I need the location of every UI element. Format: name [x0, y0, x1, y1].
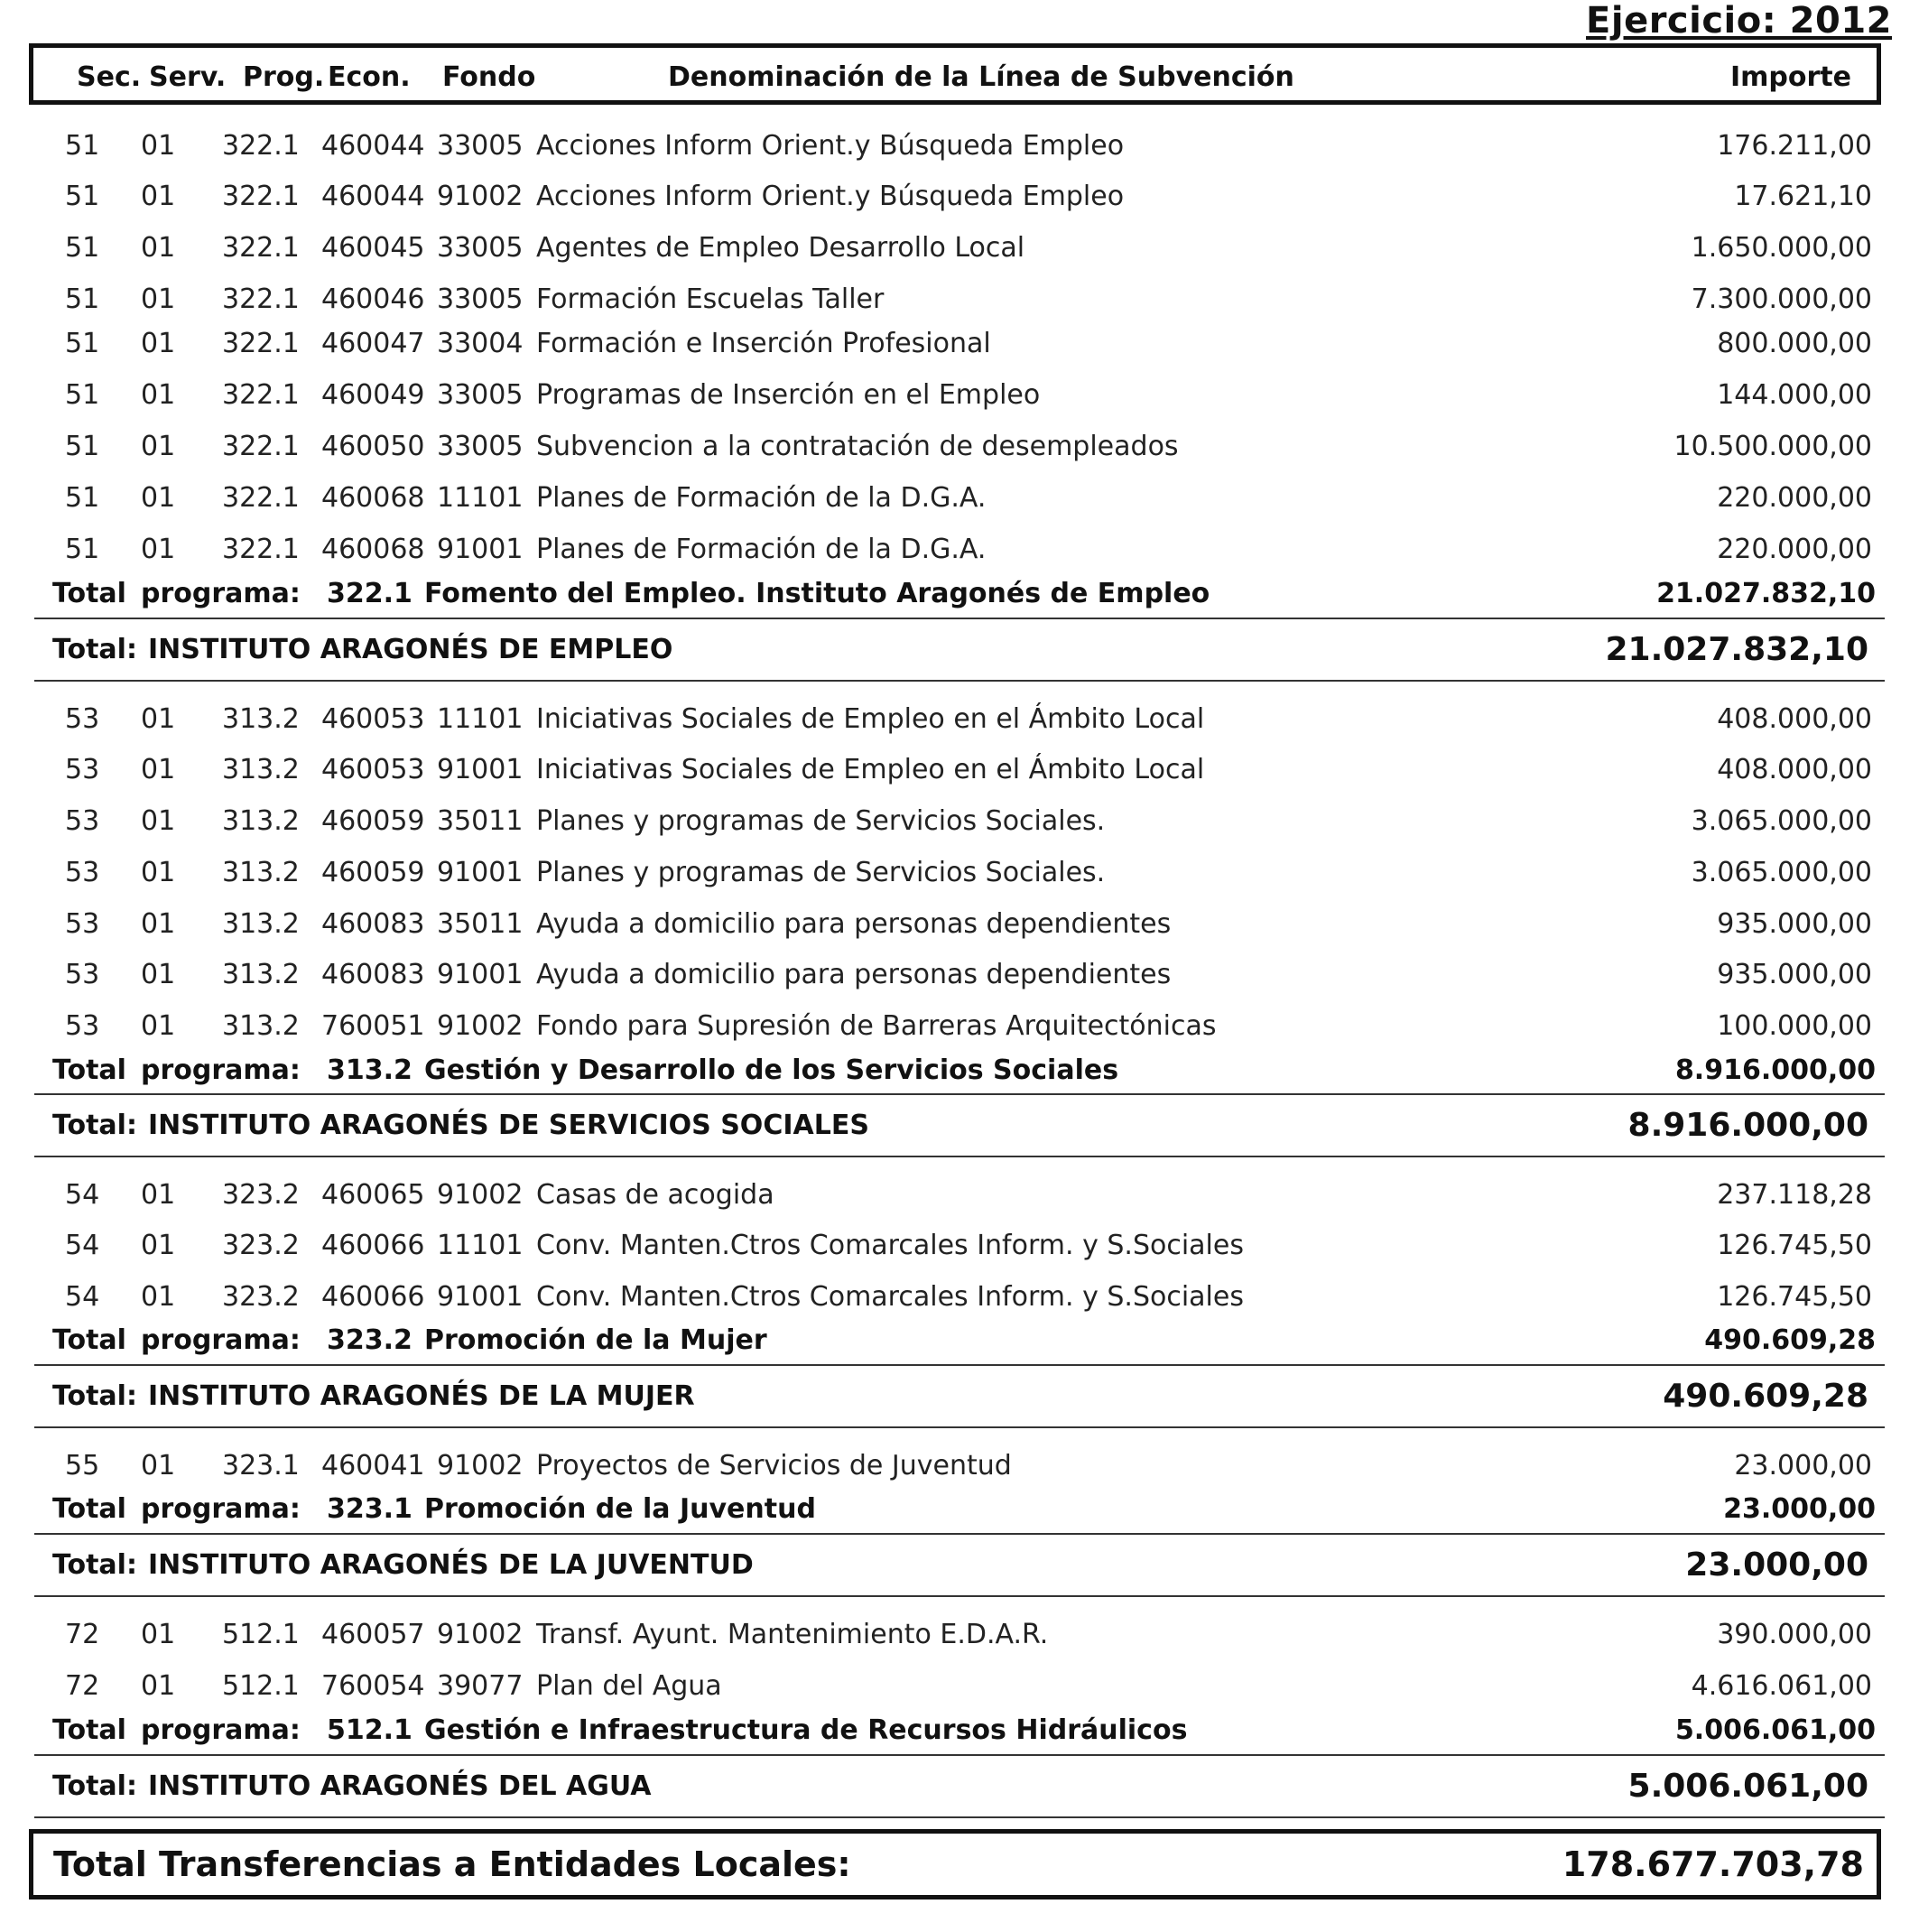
importe-cell: 408.000,00 [1717, 754, 1872, 785]
programa-amount: 21.027.832,10 [1656, 578, 1876, 609]
serv-cell: 01 [141, 431, 176, 462]
prog-cell: 313.2 [222, 703, 300, 735]
sec-cell: 51 [65, 130, 100, 162]
programa-total-label: Total [52, 1054, 126, 1086]
serv-cell: 01 [141, 482, 176, 514]
divider [34, 1533, 1885, 1535]
description-cell: Ayuda a domicilio para personas dependientes [536, 908, 1172, 940]
importe-cell: 800.000,00 [1717, 328, 1872, 359]
econ-cell: 460041 [321, 1450, 425, 1482]
table-row [0, 1443, 1919, 1490]
econ-cell: 460050 [321, 431, 425, 462]
fondo-cell: 91002 [437, 1010, 524, 1042]
sec-cell: 54 [65, 1230, 100, 1261]
importe-cell: 935.000,00 [1717, 959, 1872, 990]
description-cell: Agentes de Empleo Desarrollo Local [536, 232, 1025, 264]
table-row [0, 173, 1919, 220]
fondo-cell: 33005 [437, 283, 524, 315]
fondo-cell: 11101 [437, 703, 524, 735]
table-row [0, 747, 1919, 794]
serv-cell: 01 [141, 959, 176, 990]
serv-cell: 01 [141, 379, 176, 411]
organization-total-label: Total: [52, 1110, 137, 1141]
table-row [0, 1172, 1919, 1219]
header-sec: Sec. [77, 61, 142, 93]
serv-cell: 01 [141, 1450, 176, 1482]
programa-code: 313.2 [327, 1054, 413, 1086]
divider [34, 1816, 1885, 1818]
description-cell: Planes de Formación de la D.G.A. [536, 534, 987, 565]
serv-cell: 01 [141, 805, 176, 837]
fondo-cell: 91002 [437, 1619, 524, 1650]
grand-total-label: Total Transferencias a Entidades Locales: [53, 1844, 851, 1884]
organization-name: INSTITUTO ARAGONÉS DEL AGUA [148, 1770, 652, 1802]
fondo-cell: 33005 [437, 232, 524, 264]
organization-name: INSTITUTO ARAGONÉS DE SERVICIOS SOCIALES [148, 1110, 869, 1141]
serv-cell: 01 [141, 283, 176, 315]
econ-cell: 460047 [321, 328, 425, 359]
organization-total-label: Total: [52, 1549, 137, 1581]
fondo-cell: 39077 [437, 1670, 524, 1702]
sec-cell: 72 [65, 1619, 100, 1650]
programa-total-row [0, 1047, 1919, 1094]
fondo-cell: 33004 [437, 328, 524, 359]
organization-total-row [0, 1102, 1919, 1149]
fiscal-year-title: Ejercicio: 2012 [1586, 0, 1892, 42]
description-cell: Subvencion a la contratación de desempleados [536, 431, 1179, 462]
table-row [0, 1222, 1919, 1269]
table-header [29, 43, 1881, 105]
serv-cell: 01 [141, 130, 176, 162]
econ-cell: 460046 [321, 283, 425, 315]
importe-cell: 126.745,50 [1717, 1230, 1872, 1261]
serv-cell: 01 [141, 1010, 176, 1042]
importe-cell: 4.616.061,00 [1691, 1670, 1872, 1702]
organization-total-label: Total: [52, 1380, 137, 1412]
divider [34, 1595, 1885, 1597]
organization-total-label: Total: [52, 634, 137, 665]
prog-cell: 322.1 [222, 232, 300, 264]
programa-code: 512.1 [327, 1714, 413, 1746]
econ-cell: 760051 [321, 1010, 425, 1042]
programa-label: programa: [141, 1714, 301, 1746]
fondo-cell: 91002 [437, 1450, 524, 1482]
description-cell: Planes de Formación de la D.G.A. [536, 482, 987, 514]
prog-cell: 313.2 [222, 959, 300, 990]
fondo-cell: 35011 [437, 805, 524, 837]
programa-total-row [0, 1317, 1919, 1364]
serv-cell: 01 [141, 1281, 176, 1313]
programa-label: programa: [141, 1054, 301, 1086]
prog-cell: 322.1 [222, 534, 300, 565]
importe-cell: 7.300.000,00 [1691, 283, 1872, 315]
importe-cell: 23.000,00 [1734, 1450, 1872, 1482]
description-cell: Formación Escuelas Taller [536, 283, 885, 315]
table-row [0, 123, 1919, 170]
programa-total-row [0, 1486, 1919, 1533]
prog-cell: 322.1 [222, 283, 300, 315]
organization-amount: 5.006.061,00 [1627, 1768, 1868, 1805]
divider [34, 1754, 1885, 1756]
econ-cell: 460044 [321, 181, 425, 212]
programa-label: programa: [141, 578, 301, 609]
programa-total-label: Total [52, 1493, 126, 1525]
econ-cell: 460044 [321, 130, 425, 162]
importe-cell: 17.621,10 [1734, 181, 1872, 212]
table-row [0, 372, 1919, 419]
sec-cell: 53 [65, 908, 100, 940]
sec-cell: 53 [65, 754, 100, 785]
description-cell: Iniciativas Sociales de Empleo en el Ámbito Local [536, 703, 1205, 735]
prog-cell: 322.1 [222, 431, 300, 462]
importe-cell: 390.000,00 [1717, 1619, 1872, 1650]
prog-cell: 322.1 [222, 379, 300, 411]
sec-cell: 51 [65, 534, 100, 565]
sec-cell: 54 [65, 1179, 100, 1211]
table-row [0, 475, 1919, 522]
prog-cell: 323.2 [222, 1281, 300, 1313]
sec-cell: 51 [65, 482, 100, 514]
table-row [0, 276, 1919, 323]
econ-cell: 460059 [321, 805, 425, 837]
prog-cell: 313.2 [222, 1010, 300, 1042]
header-fondo: Fondo [442, 61, 536, 93]
programa-name: Gestión e Infraestructura de Recursos Hidráulicos [424, 1714, 1188, 1746]
programa-name: Promoción de la Juventud [424, 1493, 816, 1525]
organization-name: INSTITUTO ARAGONÉS DE LA JUVENTUD [148, 1549, 754, 1581]
programa-label: programa: [141, 1324, 301, 1356]
description-cell: Iniciativas Sociales de Empleo en el Ámbito Local [536, 754, 1205, 785]
econ-cell: 460068 [321, 482, 425, 514]
serv-cell: 01 [141, 328, 176, 359]
serv-cell: 01 [141, 703, 176, 735]
prog-cell: 512.1 [222, 1670, 300, 1702]
fondo-cell: 33005 [437, 130, 524, 162]
organization-name: INSTITUTO ARAGONÉS DE LA MUJER [148, 1380, 695, 1412]
prog-cell: 323.2 [222, 1230, 300, 1261]
prog-cell: 323.1 [222, 1450, 300, 1482]
fondo-cell: 91001 [437, 857, 524, 888]
programa-amount: 490.609,28 [1704, 1324, 1876, 1356]
fondo-cell: 91001 [437, 1281, 524, 1313]
table-row [0, 1003, 1919, 1050]
prog-cell: 322.1 [222, 130, 300, 162]
divider [34, 1364, 1885, 1366]
econ-cell: 460065 [321, 1179, 425, 1211]
importe-cell: 408.000,00 [1717, 703, 1872, 735]
econ-cell: 760054 [321, 1670, 425, 1702]
divider [34, 1426, 1885, 1428]
importe-cell: 220.000,00 [1717, 482, 1872, 514]
prog-cell: 313.2 [222, 805, 300, 837]
programa-total-label: Total [52, 578, 126, 609]
organization-name: INSTITUTO ARAGONÉS DE EMPLEO [148, 634, 673, 665]
organization-amount: 23.000,00 [1685, 1547, 1868, 1584]
sec-cell: 72 [65, 1670, 100, 1702]
importe-cell: 10.500.000,00 [1673, 431, 1872, 462]
programa-name: Gestión y Desarrollo de los Servicios Sociales [424, 1054, 1119, 1086]
econ-cell: 460083 [321, 908, 425, 940]
description-cell: Planes y programas de Servicios Sociales. [536, 805, 1106, 837]
programa-amount: 5.006.061,00 [1674, 1714, 1876, 1746]
programa-total-label: Total [52, 1714, 126, 1746]
header-econ: Econ. [328, 61, 411, 93]
fondo-cell: 91001 [437, 959, 524, 990]
econ-cell: 460049 [321, 379, 425, 411]
programa-code: 323.1 [327, 1493, 413, 1525]
prog-cell: 322.1 [222, 181, 300, 212]
serv-cell: 01 [141, 1619, 176, 1650]
econ-cell: 460059 [321, 857, 425, 888]
sec-cell: 53 [65, 805, 100, 837]
fondo-cell: 91001 [437, 534, 524, 565]
fondo-cell: 35011 [437, 908, 524, 940]
description-cell: Ayuda a domicilio para personas dependientes [536, 959, 1172, 990]
importe-cell: 935.000,00 [1717, 908, 1872, 940]
organization-total-row [0, 627, 1919, 673]
programa-total-label: Total [52, 1324, 126, 1356]
prog-cell: 313.2 [222, 754, 300, 785]
organization-amount: 8.916.000,00 [1627, 1107, 1868, 1144]
importe-cell: 1.650.000,00 [1691, 232, 1872, 264]
sec-cell: 53 [65, 703, 100, 735]
importe-cell: 100.000,00 [1717, 1010, 1872, 1042]
importe-cell: 176.211,00 [1717, 130, 1872, 162]
programa-name: Fomento del Empleo. Instituto Aragonés de Empleo [424, 578, 1210, 609]
description-cell: Programas de Inserción en el Empleo [536, 379, 1041, 411]
econ-cell: 460083 [321, 959, 425, 990]
econ-cell: 460045 [321, 232, 425, 264]
divider [34, 1093, 1885, 1095]
fondo-cell: 11101 [437, 482, 524, 514]
importe-cell: 144.000,00 [1717, 379, 1872, 411]
prog-cell: 512.1 [222, 1619, 300, 1650]
programa-code: 323.2 [327, 1324, 413, 1356]
importe-cell: 237.118,28 [1717, 1179, 1872, 1211]
table-row [0, 1274, 1919, 1321]
sec-cell: 53 [65, 1010, 100, 1042]
prog-cell: 322.1 [222, 328, 300, 359]
sec-cell: 53 [65, 959, 100, 990]
description-cell: Formación e Inserción Profesional [536, 328, 991, 359]
organization-total-label: Total: [52, 1770, 137, 1802]
header-serv: Serv. [149, 61, 227, 93]
sec-cell: 51 [65, 379, 100, 411]
organization-total-row [0, 1373, 1919, 1420]
serv-cell: 01 [141, 754, 176, 785]
prog-cell: 322.1 [222, 482, 300, 514]
fondo-cell: 91002 [437, 181, 524, 212]
description-cell: Conv. Manten.Ctros Comarcales Inform. y S.Sociales [536, 1230, 1244, 1261]
header-importe: Importe [1730, 61, 1851, 93]
table-row [0, 798, 1919, 845]
sec-cell: 53 [65, 857, 100, 888]
description-cell: Casas de acogida [536, 1179, 774, 1211]
importe-cell: 3.065.000,00 [1691, 805, 1872, 837]
econ-cell: 460053 [321, 754, 425, 785]
programa-label: programa: [141, 1493, 301, 1525]
serv-cell: 01 [141, 1670, 176, 1702]
divider [34, 618, 1885, 619]
table-row [0, 901, 1919, 948]
econ-cell: 460066 [321, 1281, 425, 1313]
description-cell: Acciones Inform Orient.y Búsqueda Empleo [536, 181, 1125, 212]
serv-cell: 01 [141, 232, 176, 264]
programa-code: 322.1 [327, 578, 413, 609]
programa-total-row [0, 1707, 1919, 1754]
serv-cell: 01 [141, 1179, 176, 1211]
header-prog: Prog. [243, 61, 325, 93]
importe-cell: 126.745,50 [1717, 1281, 1872, 1313]
econ-cell: 460068 [321, 534, 425, 565]
prog-cell: 313.2 [222, 908, 300, 940]
sec-cell: 51 [65, 328, 100, 359]
sec-cell: 51 [65, 232, 100, 264]
programa-amount: 8.916.000,00 [1674, 1054, 1876, 1086]
fondo-cell: 91002 [437, 1179, 524, 1211]
grand-total-amount: 178.677.703,78 [1562, 1844, 1864, 1884]
table-row [0, 696, 1919, 743]
description-cell: Transf. Ayunt. Mantenimiento E.D.A.R. [536, 1619, 1049, 1650]
serv-cell: 01 [141, 857, 176, 888]
serv-cell: 01 [141, 1230, 176, 1261]
programa-name: Promoción de la Mujer [424, 1324, 767, 1356]
organization-amount: 21.027.832,10 [1605, 631, 1868, 668]
organization-total-row [0, 1542, 1919, 1589]
econ-cell: 460057 [321, 1619, 425, 1650]
importe-cell: 220.000,00 [1717, 534, 1872, 565]
description-cell: Acciones Inform Orient.y Búsqueda Empleo [536, 130, 1125, 162]
econ-cell: 460066 [321, 1230, 425, 1261]
description-cell: Plan del Agua [536, 1670, 722, 1702]
sec-cell: 55 [65, 1450, 100, 1482]
programa-total-row [0, 571, 1919, 618]
fondo-cell: 11101 [437, 1230, 524, 1261]
organization-amount: 490.609,28 [1663, 1378, 1868, 1415]
description-cell: Fondo para Supresión de Barreras Arquitectónicas [536, 1010, 1217, 1042]
fondo-cell: 33005 [437, 379, 524, 411]
table-row [0, 320, 1919, 367]
table-row [0, 1663, 1919, 1710]
fondo-cell: 33005 [437, 431, 524, 462]
sec-cell: 54 [65, 1281, 100, 1313]
divider [34, 1156, 1885, 1157]
description-cell: Planes y programas de Servicios Sociales. [536, 857, 1106, 888]
sec-cell: 51 [65, 283, 100, 315]
description-cell: Conv. Manten.Ctros Comarcales Inform. y S.Sociales [536, 1281, 1244, 1313]
table-row [0, 423, 1919, 470]
table-row [0, 850, 1919, 896]
grand-total-box [29, 1829, 1881, 1899]
description-cell: Proyectos de Servicios de Juventud [536, 1450, 1012, 1482]
table-row [0, 1612, 1919, 1658]
prog-cell: 323.2 [222, 1179, 300, 1211]
programa-amount: 23.000,00 [1723, 1493, 1876, 1525]
sec-cell: 51 [65, 181, 100, 212]
serv-cell: 01 [141, 908, 176, 940]
econ-cell: 460053 [321, 703, 425, 735]
fondo-cell: 91001 [437, 754, 524, 785]
serv-cell: 01 [141, 181, 176, 212]
sec-cell: 51 [65, 431, 100, 462]
importe-cell: 3.065.000,00 [1691, 857, 1872, 888]
serv-cell: 01 [141, 534, 176, 565]
divider [34, 680, 1885, 682]
table-row [0, 526, 1919, 573]
prog-cell: 313.2 [222, 857, 300, 888]
table-row [0, 952, 1919, 999]
header-denominacion: Denominación de la Línea de Subvención [668, 61, 1294, 93]
organization-total-row [0, 1763, 1919, 1810]
table-row [0, 225, 1919, 272]
